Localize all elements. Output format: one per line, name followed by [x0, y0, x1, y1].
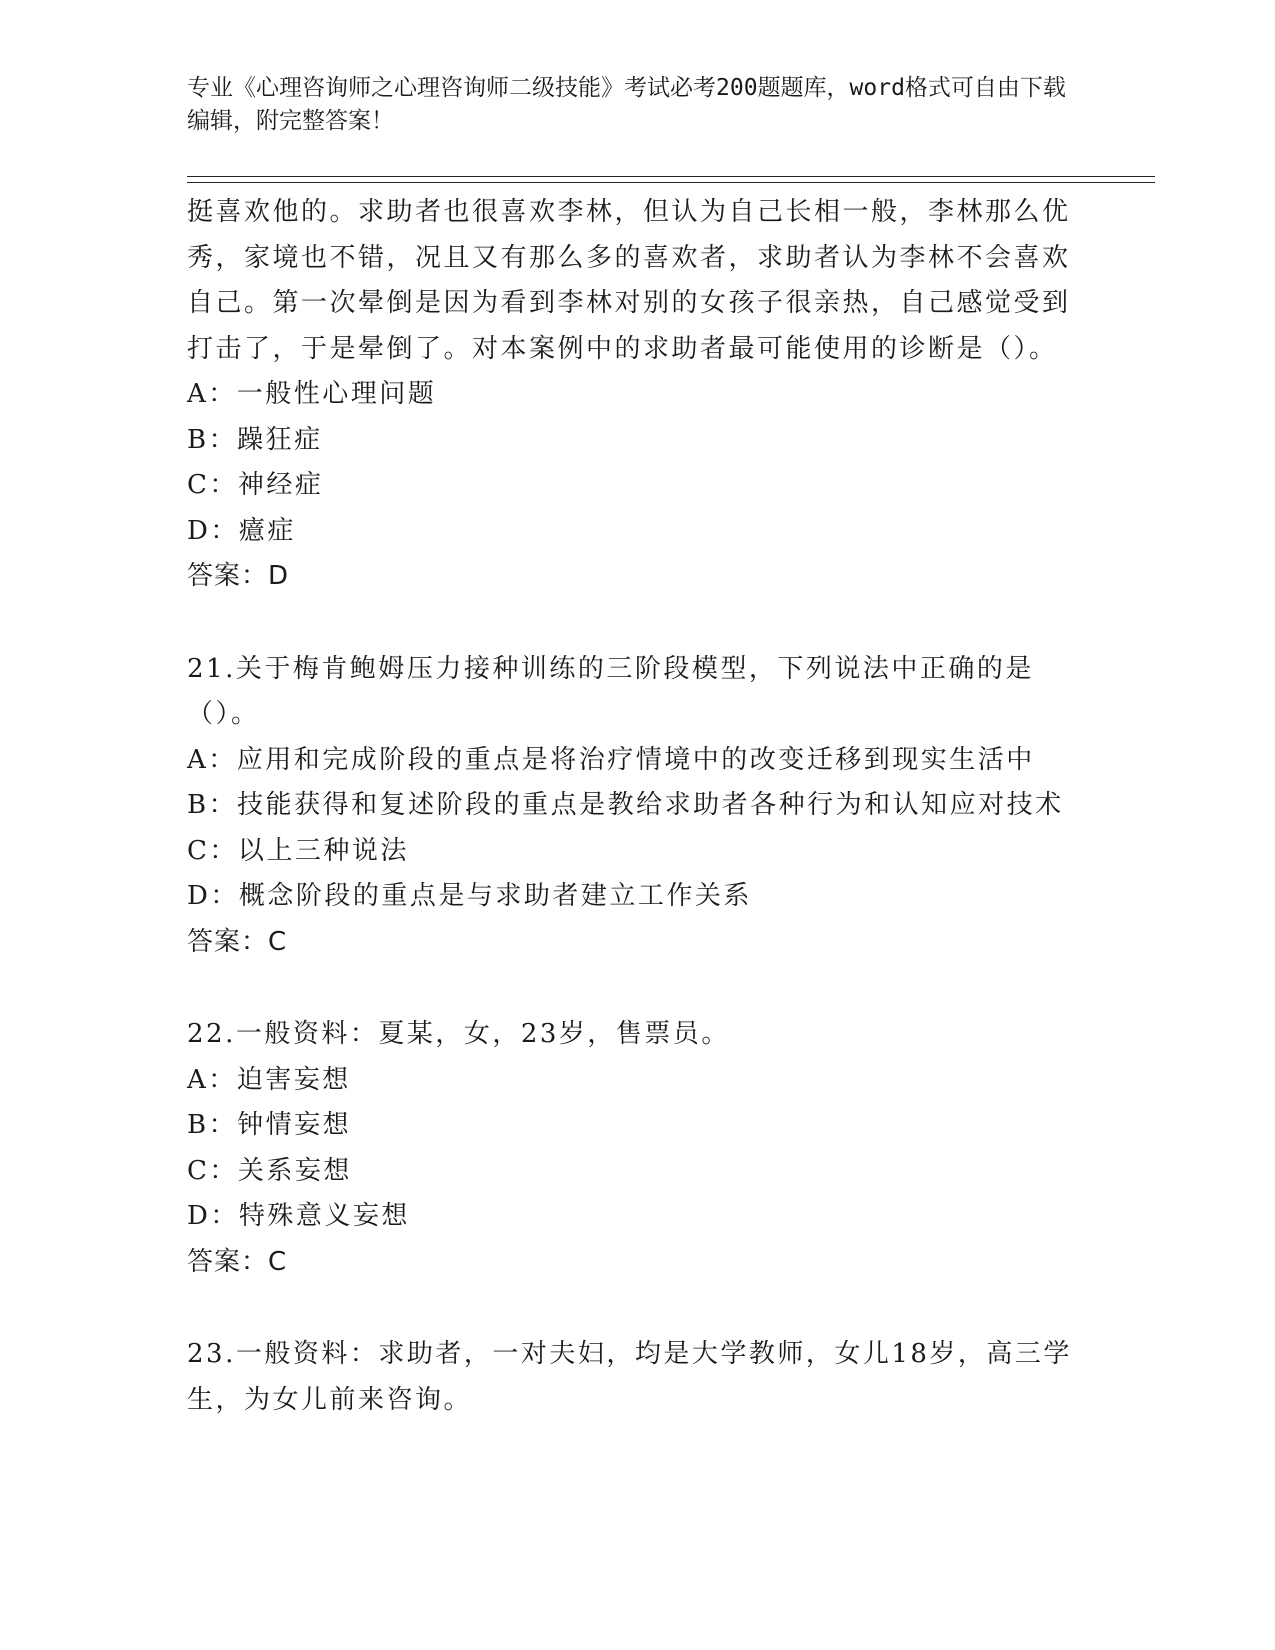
option-a: A：迫害妄想: [187, 1064, 351, 1095]
question-stem: 22.一般资料：夏某，女，23岁，售票员。: [187, 1019, 730, 1049]
document-body: [187, 190, 1087, 1423]
document-header: 专业《心理咨询师之心理咨询师二级技能》考试必考200题题库，word格式可自由下载编辑，附完整答案！: [187, 75, 1066, 134]
answer-line: 答案：C: [187, 1246, 288, 1277]
question-stem: 挺喜欢他的。求助者也很喜欢李林，但认为自己长相一般，李林那么优秀，家境也不错，况且又有那么多的喜欢者，求助者认为李林不会喜欢自己。第一次晕倒是因为看到李林对别的女孩子很亲热，自己感觉受到打击了，于是晕倒了。对本案例中的求助者最可能使用的诊断是（）。: [187, 197, 1071, 364]
option-c: C：关系妄想: [187, 1155, 352, 1186]
option-b: B：钟情妄想: [187, 1110, 352, 1140]
answer-line: 答案：D: [187, 561, 290, 591]
question-block: [187, 647, 1087, 966]
answer-line: 答案：C: [187, 926, 288, 957]
header-rule-top: [187, 176, 1155, 177]
option-d: D：特殊意义妄想: [187, 1201, 410, 1231]
question-block: [187, 1012, 1087, 1285]
option-c: C：以上三种说法: [187, 835, 409, 866]
option-b: B：躁狂症: [187, 424, 323, 455]
option-d: D：概念阶段的重点是与求助者建立工作关系: [187, 881, 752, 911]
header-rule-bottom: [187, 182, 1155, 183]
option-a: A：一般性心理问题: [187, 379, 437, 409]
question-block: [187, 190, 1087, 600]
option-a: A：应用和完成阶段的重点是将治疗情境中的改变迁移到现实生活中: [187, 744, 1035, 775]
question-stem: 23.一般资料：求助者，一对夫妇，均是大学教师，女儿18岁，高三学生，为女儿前来咨询。: [187, 1339, 1072, 1415]
question-block: [187, 1332, 1087, 1423]
option-d: D：癔症: [187, 515, 296, 546]
option-b: B：技能获得和复述阶段的重点是教给求助者各种行为和认知应对技术: [187, 790, 1064, 820]
question-stem: 21.关于梅肯鲍姆压力接种训练的三阶段模型，下列说法中正确的是（）。: [187, 653, 1034, 729]
option-c: C：神经症: [187, 470, 324, 500]
